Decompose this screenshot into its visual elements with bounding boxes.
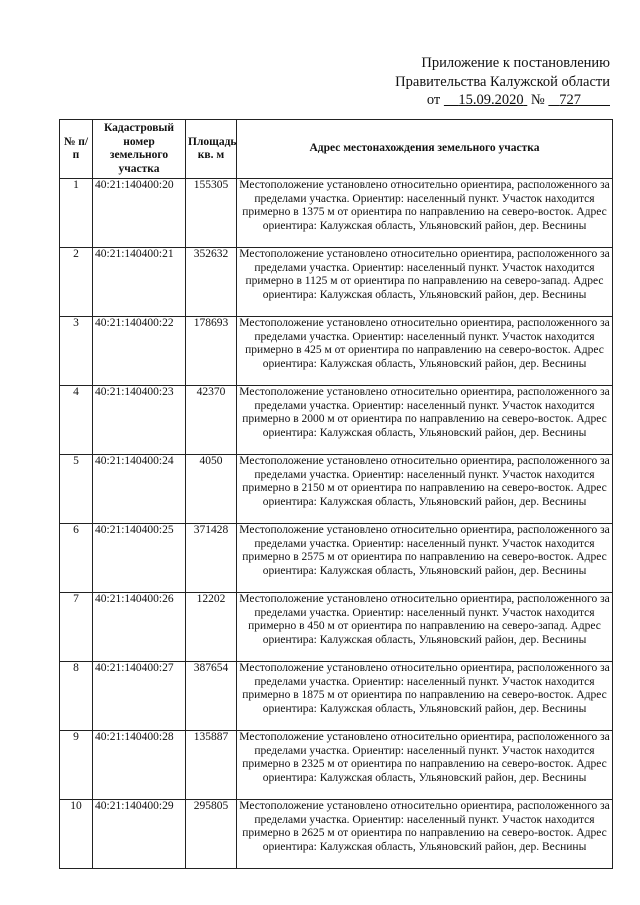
cadastral-number: 40:21:140400:21 [93,248,186,317]
parcel-address: Местоположение установлено относительно ориентира, расположенного за пределами участка. Ориентир: населенный пункт. Участок находится примерно в 1375 м от ориентира по направлению на северо-восток. Адрес ориентира: Калужская область, Ульяновский район, дер. Веснины [237,179,613,248]
cadastral-number: 40:21:140400:24 [93,455,186,524]
cadastral-number: 40:21:140400:27 [93,662,186,731]
row-number: 4 [60,386,93,455]
number-prefix: № [530,92,545,108]
decree-number: 727 [559,92,581,108]
parcel-address: Местоположение установлено относительно ориентира, расположенного за пределами участка. Ориентир: населенный пункт. Участок находится примерно в 1875 м от ориентира по направлению на северо-восток. Адрес ориентира: Калужская область, Ульяновский район, дер. Веснины [237,662,613,731]
table-row [60,317,613,386]
parcel-area: 295805 [186,800,237,869]
parcel-area: 12202 [186,593,237,662]
row-number: 1 [60,179,93,248]
row-number: 8 [60,662,93,731]
decree-date-line [395,91,610,110]
row-number: 6 [60,524,93,593]
parcel-address: Местоположение установлено относительно ориентира, расположенного за пределами участка. Ориентир: населенный пункт. Участок находится примерно в 2625 м от ориентира по направлению на северо-восток. Адрес ориентира: Калужская область, Ульяновский район, дер. Веснины [237,800,613,869]
land-parcels-table [59,119,613,869]
table-row [60,248,613,317]
date-prefix: от [426,92,441,108]
column-header-area: Площадь кв. м [186,120,237,179]
row-number: 2 [60,248,93,317]
parcel-address: Местоположение установлено относительно ориентира, расположенного за пределами участка. Ориентир: населенный пункт. Участок находится примерно в 425 м от ориентира по направлению на северо-восток. Адрес ориентира: Калужская область, Ульяновский район, дер. Веснины [237,317,613,386]
table-row [60,800,613,869]
row-number: 7 [60,593,93,662]
parcel-area: 178693 [186,317,237,386]
parcel-area: 135887 [186,731,237,800]
table-row [60,386,613,455]
parcel-address: Местоположение установлено относительно ориентира, расположенного за пределами участка. Ориентир: населенный пункт. Участок находится примерно в 2150 м от ориентира по направлению на северо-восток. Адрес ориентира: Калужская область, Ульяновский район, дер. Веснины [237,455,613,524]
table-row [60,593,613,662]
decree-date: 15.09.2020 [458,92,524,108]
parcel-address: Местоположение установлено относительно ориентира, расположенного за пределами участка. Ориентир: населенный пункт. Участок находится примерно в 2000 м от ориентира по направлению на северо-восток. Адрес ориентира: Калужская область, Ульяновский район, дер. Веснины [237,386,613,455]
appendix-title-line1: Приложение к постановлению [421,55,610,71]
parcel-area: 352632 [186,248,237,317]
cadastral-number: 40:21:140400:23 [93,386,186,455]
column-header-address: Адрес местонахождения земельного участка [237,120,613,179]
table-header-row [60,120,613,179]
column-header-number: № п/п [60,120,93,179]
row-number: 10 [60,800,93,869]
column-header-cadastral: Кадастровый номер земельного участка [93,120,186,179]
table-row [60,731,613,800]
cadastral-number: 40:21:140400:26 [93,593,186,662]
parcel-area: 371428 [186,524,237,593]
table-row [60,455,613,524]
table-row [60,662,613,731]
parcel-address: Местоположение установлено относительно ориентира, расположенного за пределами участка. Ориентир: населенный пункт. Участок находится примерно в 1125 м от ориентира по направлению на северо-запад. Адрес ориентира: Калужская область, Ульяновский район, дер. Веснины [237,248,613,317]
row-number: 9 [60,731,93,800]
parcel-area: 387654 [186,662,237,731]
cadastral-number: 40:21:140400:22 [93,317,186,386]
cadastral-number: 40:21:140400:29 [93,800,186,869]
parcel-area: 4050 [186,455,237,524]
row-number: 5 [60,455,93,524]
cadastral-number: 40:21:140400:25 [93,524,186,593]
parcel-area: 155305 [186,179,237,248]
row-number: 3 [60,317,93,386]
parcel-address: Местоположение установлено относительно ориентира, расположенного за пределами участка. Ориентир: населенный пункт. Участок находится примерно в 2575 м от ориентира по направлению на северо-восток. Адрес ориентира: Калужская область, Ульяновский район, дер. Веснины [237,524,613,593]
parcel-address: Местоположение установлено относительно ориентира, расположенного за пределами участка. Ориентир: населенный пункт. Участок находится примерно в 450 м от ориентира по направлению на северо-запад. Адрес ориентира: Калужская область, Ульяновский район, дер. Веснины [237,593,613,662]
parcel-area: 42370 [186,386,237,455]
appendix-title-line2: Правительства Калужской области [395,73,610,90]
cadastral-number: 40:21:140400:20 [93,179,186,248]
parcel-address: Местоположение установлено относительно ориентира, расположенного за пределами участка. Ориентир: населенный пункт. Участок находится примерно в 2325 м от ориентира по направлению на северо-восток. Адрес ориентира: Калужская область, Ульяновский район, дер. Веснины [237,731,613,800]
table-row [60,179,613,248]
appendix-header [395,54,610,110]
table-row [60,524,613,593]
cadastral-number: 40:21:140400:28 [93,731,186,800]
